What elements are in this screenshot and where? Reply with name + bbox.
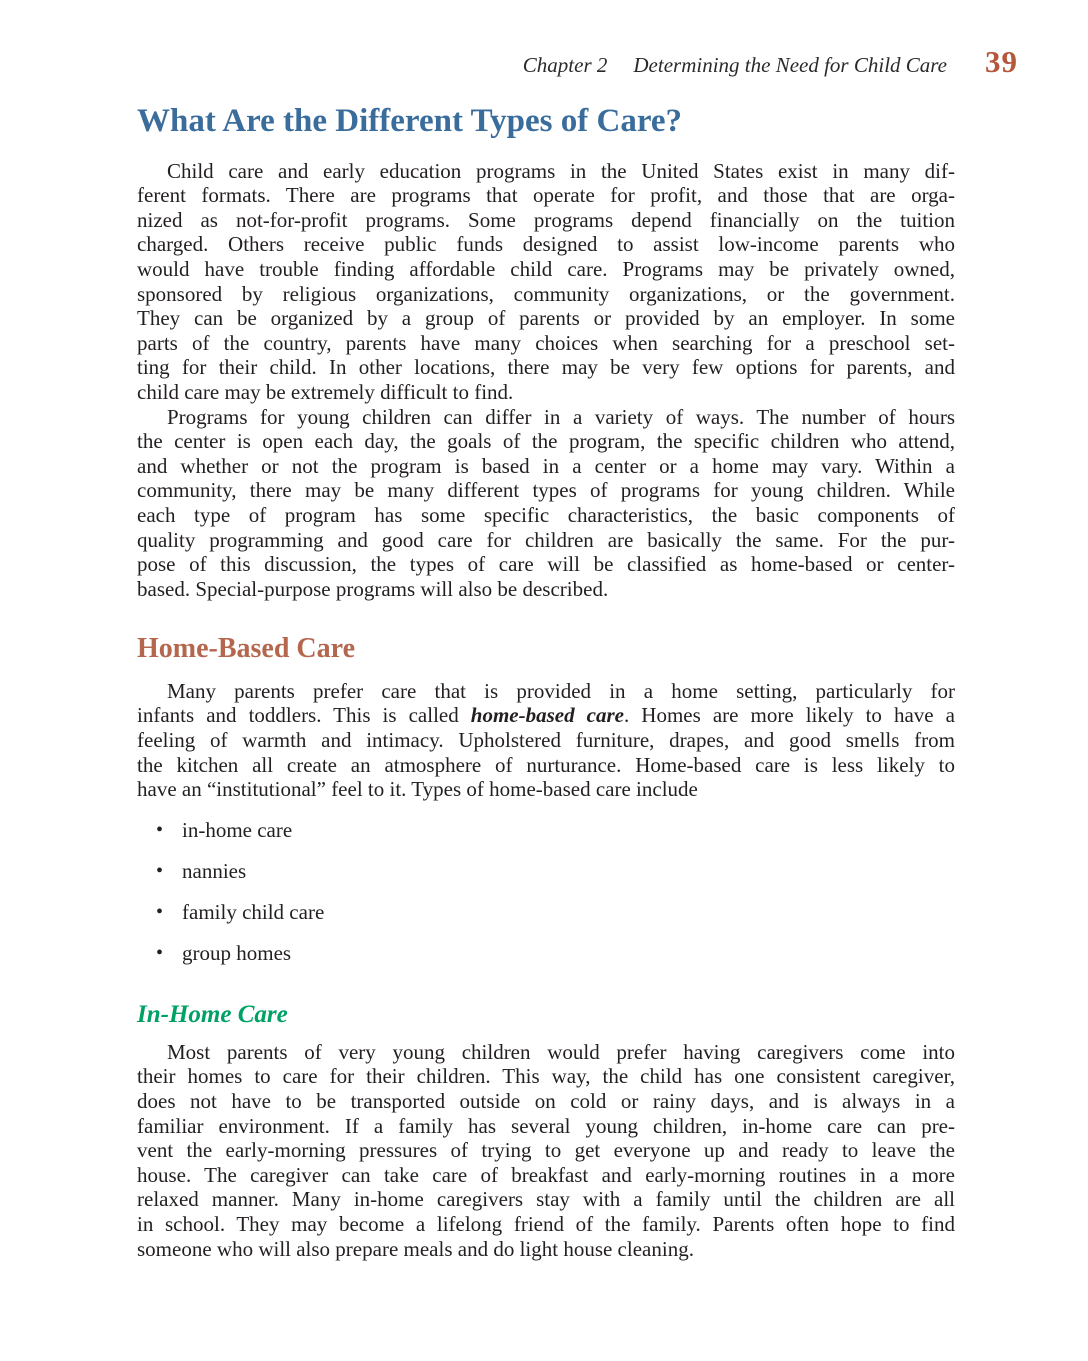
bullet-icon: • xyxy=(156,818,164,841)
bullet-icon: • xyxy=(156,859,164,882)
list-item xyxy=(156,899,955,925)
paragraph-intro-1: Child care and early education programs in the United States exist in many dif- ferent formats. There are programs that operate for profit, and those that are orga- nized as not-for-profit programs. Some programs depend financially on the tuition charged. Others receive public funds designed to assist low-income parents who would have trouble finding affordable child care. Programs may be privately owned, sponsored by religious organizations, community organizations, or the government. They can be organized by a group of parents or provided by an employer. In some parts of the country, parents have many choices when searching for a preschool set- ting for their child. In other locations, there may be very few options for parents, and child care may be extremely difficult to find. xyxy=(137,158,955,404)
section-heading-home-based-care: Home-Based Care xyxy=(137,633,355,665)
bullet-icon: • xyxy=(156,941,164,964)
list-item-label: in-home care xyxy=(182,817,293,842)
page-title: What Are the Different Types of Care? xyxy=(137,103,683,139)
subsection-heading-in-home-care: In-Home Care xyxy=(137,1000,288,1028)
running-title: Determining the Need for Child Care xyxy=(633,53,947,77)
bullet-icon: • xyxy=(156,900,164,923)
chapter-label: Chapter 2 xyxy=(522,53,608,77)
page-number: 39 xyxy=(985,44,1018,79)
page-header xyxy=(523,44,1018,80)
paragraph-home-based: Many parents prefer care that is provided in a home setting, particularly for infants and toddlers. This is called home-based care. Homes are more likely to have a feeling of warmth and intimacy. Upholstered furniture, drapes, and good smells from the kitchen all create an atmosphere of nurturance. Home-based care is less likely to have an “institutional” feel to it. Types of home-based care include xyxy=(137,678,955,802)
paragraph-in-home: Most parents of very young children would prefer having caregivers come into their homes to care for their children. This way, the child has one consistent caregiver, does not have to be transported outside on cold or rainy days, and is always in a familiar environment. If a family has several young children, in-home care can pre- vent the early-morning pressures of trying to get everyone up and ready to leave the house. The caregiver can take care of breakfast and early-morning routines in a more relaxed manner. Many in-home caregivers stay with a family until the children are all in school. They may become a lifelong friend of the family. Parents often hope to find someone who will also prepare meals and do light house cleaning. xyxy=(137,1039,955,1261)
bullet-list xyxy=(137,818,955,966)
list-item xyxy=(156,858,955,884)
paragraph-intro-2: Programs for young children can differ in a variety of ways. The number of hours the center is open each day, the goals of the program, the specific children who attend, and whether or not the program is based in a center or a home may vary. Within a community, there may be many different types of programs for young children. While each type of program has some specific characteristics, the basic components of quality programming and good care for children are basically the same. For the pur- pose of this discussion, the types of care will be classified as home-based or center- based. Special-purpose programs will also be described. xyxy=(137,404,955,601)
list-item-label: family child care xyxy=(182,899,325,924)
text-column xyxy=(137,104,955,1261)
list-item xyxy=(156,817,955,843)
list-item xyxy=(156,940,955,966)
list-item-label: nannies xyxy=(182,858,247,883)
list-item-label: group homes xyxy=(182,940,292,965)
